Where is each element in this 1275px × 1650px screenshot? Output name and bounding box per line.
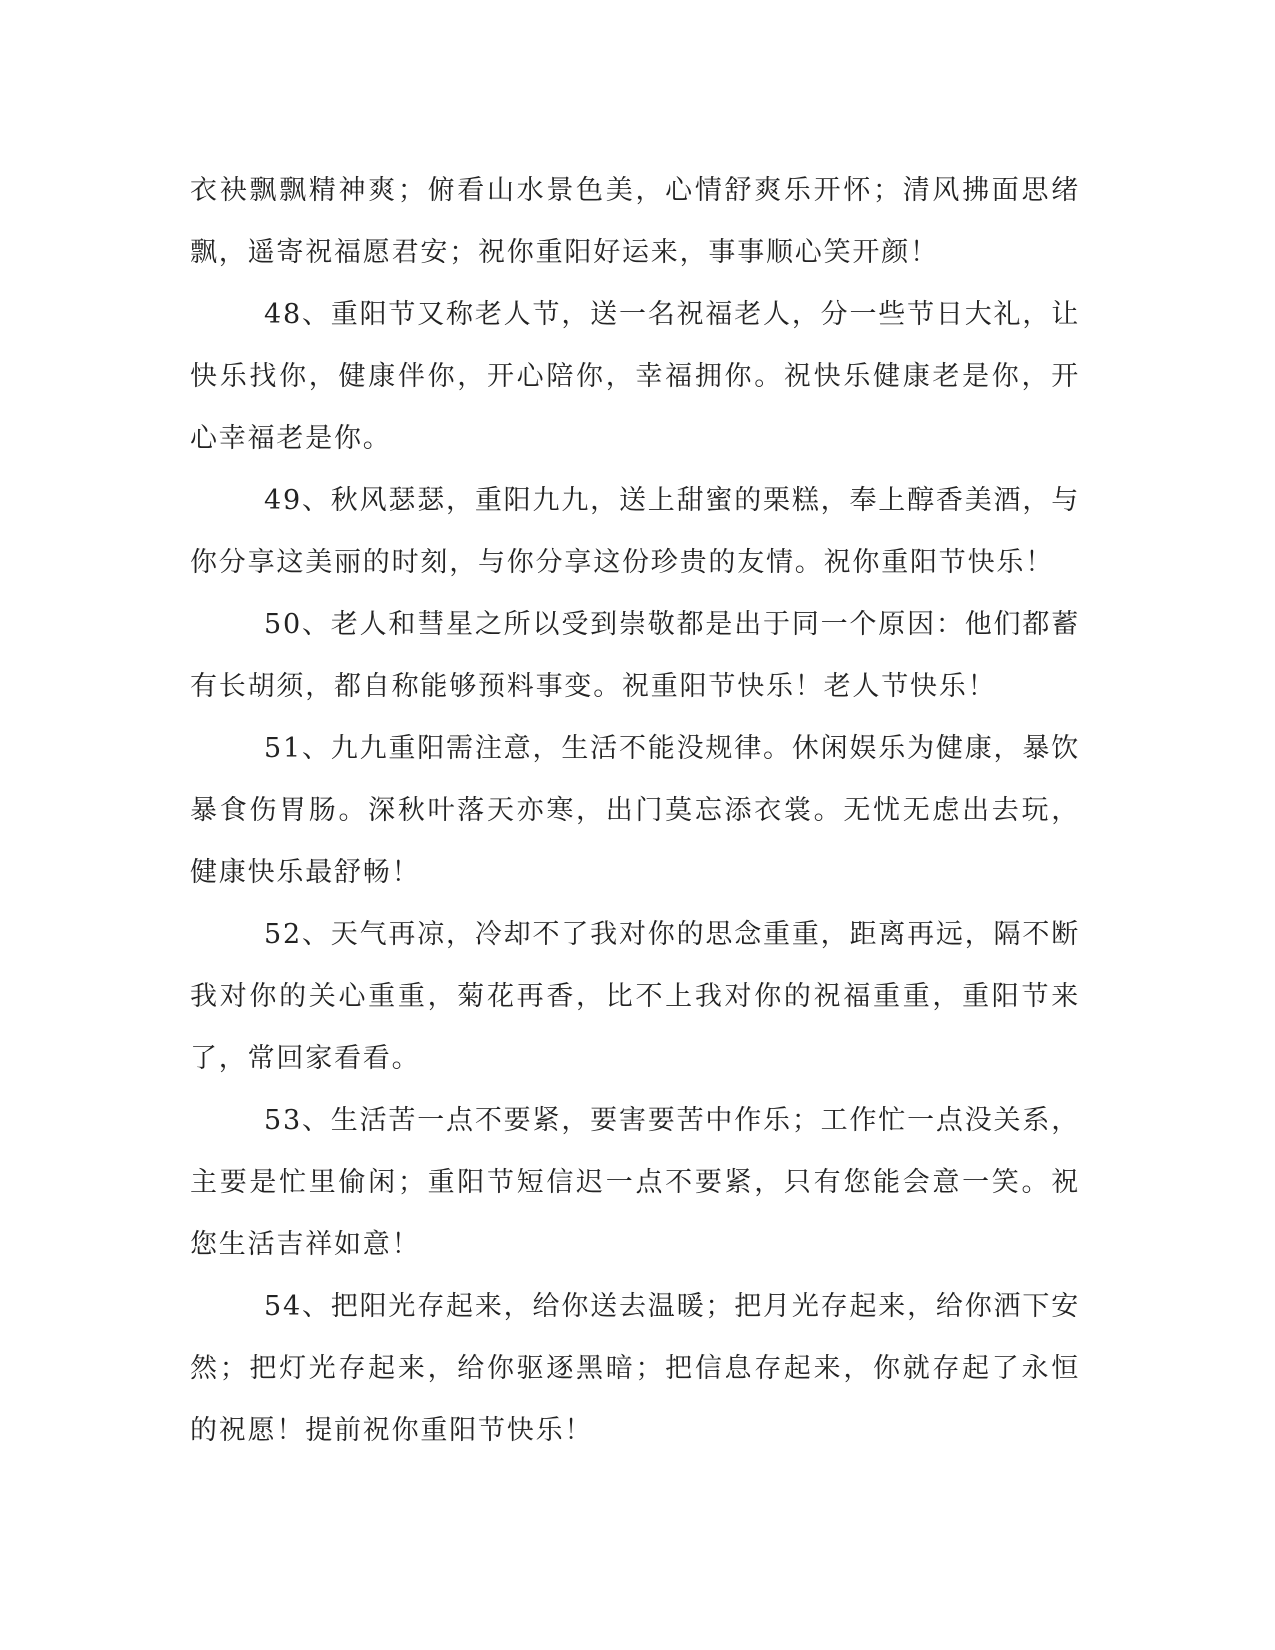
paragraph-52: 52、天气再凉，冷却不了我对你的思念重重，距离再远，隔不断我对你的关心重重，菊花再香，比不上我对你的祝福重重，重阳节来了，常回家看看。 — [190, 919, 1080, 1074]
paragraph-51: 51、九九重阳需注意，生活不能没规律。休闲娱乐为健康，暴饮暴食伤胃肠。深秋叶落天亦寒，出门莫忘添衣裳。无忧无虑出去玩，健康快乐最舒畅！ — [190, 733, 1080, 888]
paragraph-54: 54、把阳光存起来，给你送去温暖；把月光存起来，给你洒下安然；把灯光存起来，给你驱逐黑暗；把信息存起来，你就存起了永恒的祝愿！提前祝你重阳节快乐！ — [190, 1291, 1080, 1446]
paragraph-53: 53、生活苦一点不要紧，要害要苦中作乐；工作忙一点没关系，主要是忙里偷闲；重阳节短信迟一点不要紧，只有您能会意一笑。祝您生活吉祥如意！ — [190, 1105, 1080, 1260]
paragraph-48: 48、重阳节又称老人节，送一名祝福老人，分一些节日大礼，让快乐找你，健康伴你，开心陪你，幸福拥你。祝快乐健康老是你，开心幸福老是你。 — [190, 299, 1080, 454]
paragraph-continuation: 衣袂飘飘精神爽；俯看山水景色美，心情舒爽乐开怀；清风拂面思绪飘，遥寄祝福愿君安；祝你重阳好运来，事事顺心笑开颜！ — [190, 175, 1080, 268]
paragraph-50: 50、老人和彗星之所以受到崇敬都是出于同一个原因：他们都蓄有长胡须，都自称能够预料事变。祝重阳节快乐！老人节快乐！ — [190, 609, 1080, 702]
paragraph-49: 49、秋风瑟瑟，重阳九九，送上甜蜜的栗糕，奉上醇香美酒，与你分享这美丽的时刻，与你分享这份珍贵的友情。祝你重阳节快乐！ — [190, 485, 1080, 578]
document-body — [190, 160, 1080, 1462]
